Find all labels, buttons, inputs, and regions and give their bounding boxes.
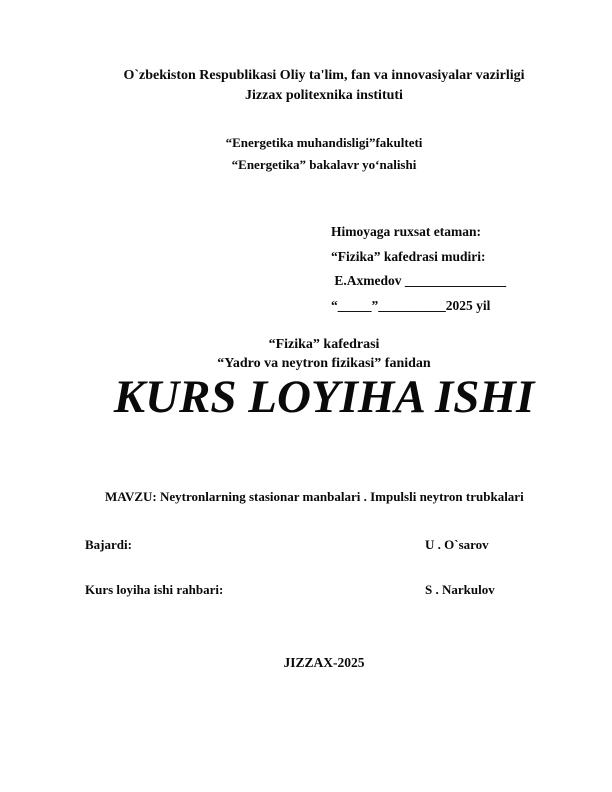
subject-line: “Yadro va neytron fizikasi” fanidan [217,355,431,371]
faculty-line: “Energetika muhandisligi”fakulteti [225,135,423,150]
main-title: KURS LOYIHA ISHI [113,371,535,423]
date-line: “_____”__________2025 yil [331,297,491,313]
approval-permission-line: Himoyaga ruxsat etaman: [331,224,481,239]
supervisor-row [85,582,565,598]
supervisor-name: S . Narkulov [425,582,495,597]
direction-line: “Energetika” bakalavr yo‘nalishi [231,157,417,172]
topic-line: MAVZU: Neytronlarning stasionar manbalari . Impulsli neytron trubkalari [105,489,524,504]
supervisor-label: Kurs loyiha ishi rahbari: [85,582,224,597]
city-year: JIZZAX-2025 [283,655,365,670]
institute-line: Jizzax politexnika instituti [245,88,403,103]
department-block [80,336,568,373]
department-head-line: “Fizika” kafedrasi mudiri: [331,248,486,264]
faculty-block [80,132,568,176]
chair-line: “Fizika” kafedrasi [268,337,380,352]
signature-line: E.Axmedov _______________ [331,273,507,288]
performer-label: Bajardi: [85,537,132,552]
performer-row [85,537,565,553]
performer-name: U . O`sarov [425,537,489,552]
ministry-line: O`zbekiston Respublikasi Oliy ta'lim, fan va innovasiyalar vazirligi [123,68,525,83]
approval-block [331,220,506,318]
header-block [80,66,568,106]
